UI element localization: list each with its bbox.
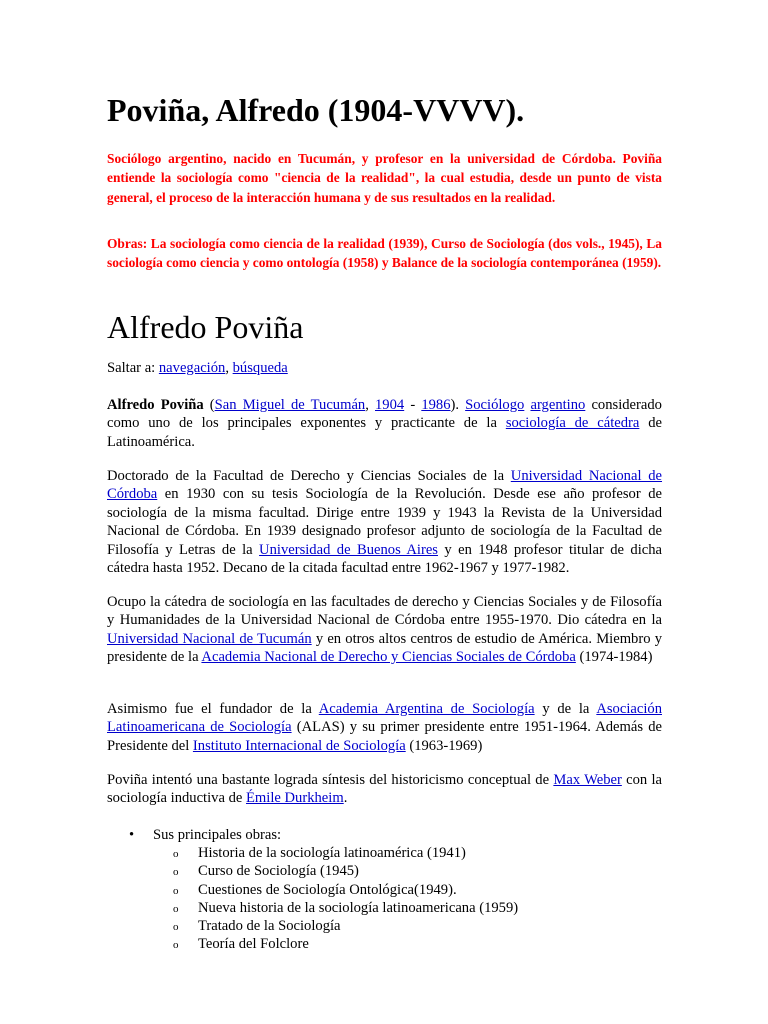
- circle-bullet-icon: o: [173, 848, 179, 861]
- unc-link[interactable]: Universidad Nacional de Córdoba: [107, 468, 663, 503]
- weber-link[interactable]: Max Weber: [553, 772, 622, 788]
- work-title: Tratado de la Sociología: [198, 917, 341, 934]
- lead-text: ).: [450, 397, 466, 413]
- teaching-text: Ocupo la cátedra de sociología en las facultades de derecho y Ciencias Sociales y de Filosofía y Humanidades de la Universidad Nacional de Córdoba entre 1955-1970. Dio cátedra en la: [107, 594, 662, 629]
- doctorate-text: en 1930 con su tesis Sociología de la Revolución. Desde ese año profesor de sociología de la misma facultad. Dirige entre 1939 y 1943 la Revista de la Universidad Nacional de Córdoba. En 1939 designado profesor adjunto de sociología de la Facultad de Filosofía y Letras de la: [107, 486, 662, 558]
- lead-paragraph: [107, 396, 662, 451]
- synthesis-text: .: [343, 790, 348, 807]
- bullet-icon: •: [129, 827, 135, 843]
- lead-text: ,: [365, 397, 375, 413]
- jump-to-line: [107, 359, 662, 377]
- instituto-link[interactable]: Instituto Internacional de Sociología: [192, 737, 406, 754]
- list-item: [107, 935, 662, 953]
- founder-text: (ALAS) y su primer presidente entre 1951-1964. Además de Presidente del: [107, 719, 662, 754]
- search-link[interactable]: búsqueda: [232, 360, 288, 376]
- list-item: [107, 881, 662, 899]
- teaching-text: y en otros altos centros de estudio de América. Miembro y presidente de la: [107, 630, 662, 666]
- doctorate-paragraph: [107, 467, 662, 577]
- unt-link[interactable]: Universidad Nacional de Tucumán: [107, 630, 312, 647]
- intro-paragraph: Sociólogo argentino, nacido en Tucumán, y profesor en la universidad de Córdoba. Poviña entiende la sociología como "ciencia de la realidad", la cual estudia, desde un punto de vista general, el proceso de la interacción humana y de sus resultados en la realidad.: [107, 151, 662, 205]
- page-title: Poviña, Alfredo (1904-VVVV).: [107, 92, 525, 128]
- circle-bullet-icon: o: [173, 866, 179, 879]
- founder-paragraph: [107, 700, 662, 755]
- works-heading: Sus principales obras:: [153, 827, 282, 843]
- argentine-link[interactable]: argentino: [530, 397, 586, 413]
- synthesis-text: Poviña intentó una bastante lograda síntesis del historicismo conceptual de: [107, 772, 554, 788]
- alas-link[interactable]: Asociación Latinoamericana de Sociología: [107, 701, 662, 736]
- doctorate-text: y en 1948 profesor titular de dicha cátedra hasta 1952. Decano de la citada facultad entre 1962-1967 y 1977-1982.: [107, 541, 663, 577]
- lead-text: (: [203, 397, 215, 413]
- doctorate-text: Doctorado de la Facultad de Derecho y Ciencias Sociales de la: [107, 468, 511, 484]
- lead-text: de Latinoamérica.: [107, 415, 662, 450]
- subject-name: Alfredo Poviña: [107, 397, 204, 413]
- lead-text: considerado como uno de los principales exponentes y practicante de la: [107, 397, 662, 432]
- lead-text: -: [404, 397, 422, 413]
- obras-paragraph: Obras: La sociología como ciencia de la realidad (1939), Curso de Sociología (dos vols., 1945), La sociología como ciencia y como ontología (1958) y Balance de la sociología contemporánea (1959).: [107, 236, 662, 271]
- founder-text: y de la: [534, 701, 597, 717]
- jump-to-label: Saltar a:: [107, 360, 159, 376]
- chair-sociology-link[interactable]: sociología de cátedra: [505, 415, 640, 432]
- list-item: [107, 899, 662, 917]
- works-list: [107, 826, 662, 953]
- teaching-paragraph: [107, 593, 662, 667]
- work-title: Teoría del Folclore: [198, 936, 309, 953]
- circle-bullet-icon: o: [173, 884, 179, 897]
- article-title: Alfredo Poviña: [107, 309, 304, 345]
- durkheim-link[interactable]: Émile Durkheim: [246, 790, 344, 807]
- synthesis-text: con la sociología inductiva de: [107, 772, 662, 807]
- founder-text: (1963-1969): [405, 737, 483, 754]
- circle-bullet-icon: o: [173, 902, 179, 915]
- list-item: [107, 917, 662, 935]
- circle-bullet-icon: o: [173, 920, 179, 933]
- circle-bullet-icon: o: [173, 939, 179, 952]
- birthplace-link[interactable]: San Miguel de Tucumán: [214, 397, 366, 413]
- navigation-link[interactable]: navegación: [158, 360, 226, 376]
- work-title: Nueva historia de la sociología latinoamericana (1959): [198, 899, 519, 916]
- uba-link[interactable]: Universidad de Buenos Aires: [259, 541, 438, 558]
- work-title: Cuestiones de Sociología Ontológica(1949).: [198, 881, 457, 898]
- academia-derecho-link[interactable]: Academia Nacional de Derecho y Ciencias Sociales de Córdoba: [201, 649, 576, 666]
- teaching-text: (1974-1984): [575, 649, 653, 666]
- founder-text: Asimismo fue el fundador de la: [107, 701, 319, 717]
- death-year-link[interactable]: 1986: [421, 397, 451, 413]
- list-item: [107, 826, 662, 844]
- work-title: Historia de la sociología latinoamérica (1941): [198, 845, 466, 862]
- list-item: [107, 862, 662, 880]
- work-title: Curso de Sociología (1945): [198, 863, 359, 880]
- birth-year-link[interactable]: 1904: [375, 397, 405, 413]
- jump-separator: ,: [225, 360, 233, 376]
- synthesis-paragraph: [107, 771, 662, 808]
- list-item: [107, 844, 662, 862]
- academia-sociologia-link[interactable]: Academia Argentina de Sociología: [318, 701, 535, 717]
- sociologist-link[interactable]: Sociólogo: [465, 397, 525, 413]
